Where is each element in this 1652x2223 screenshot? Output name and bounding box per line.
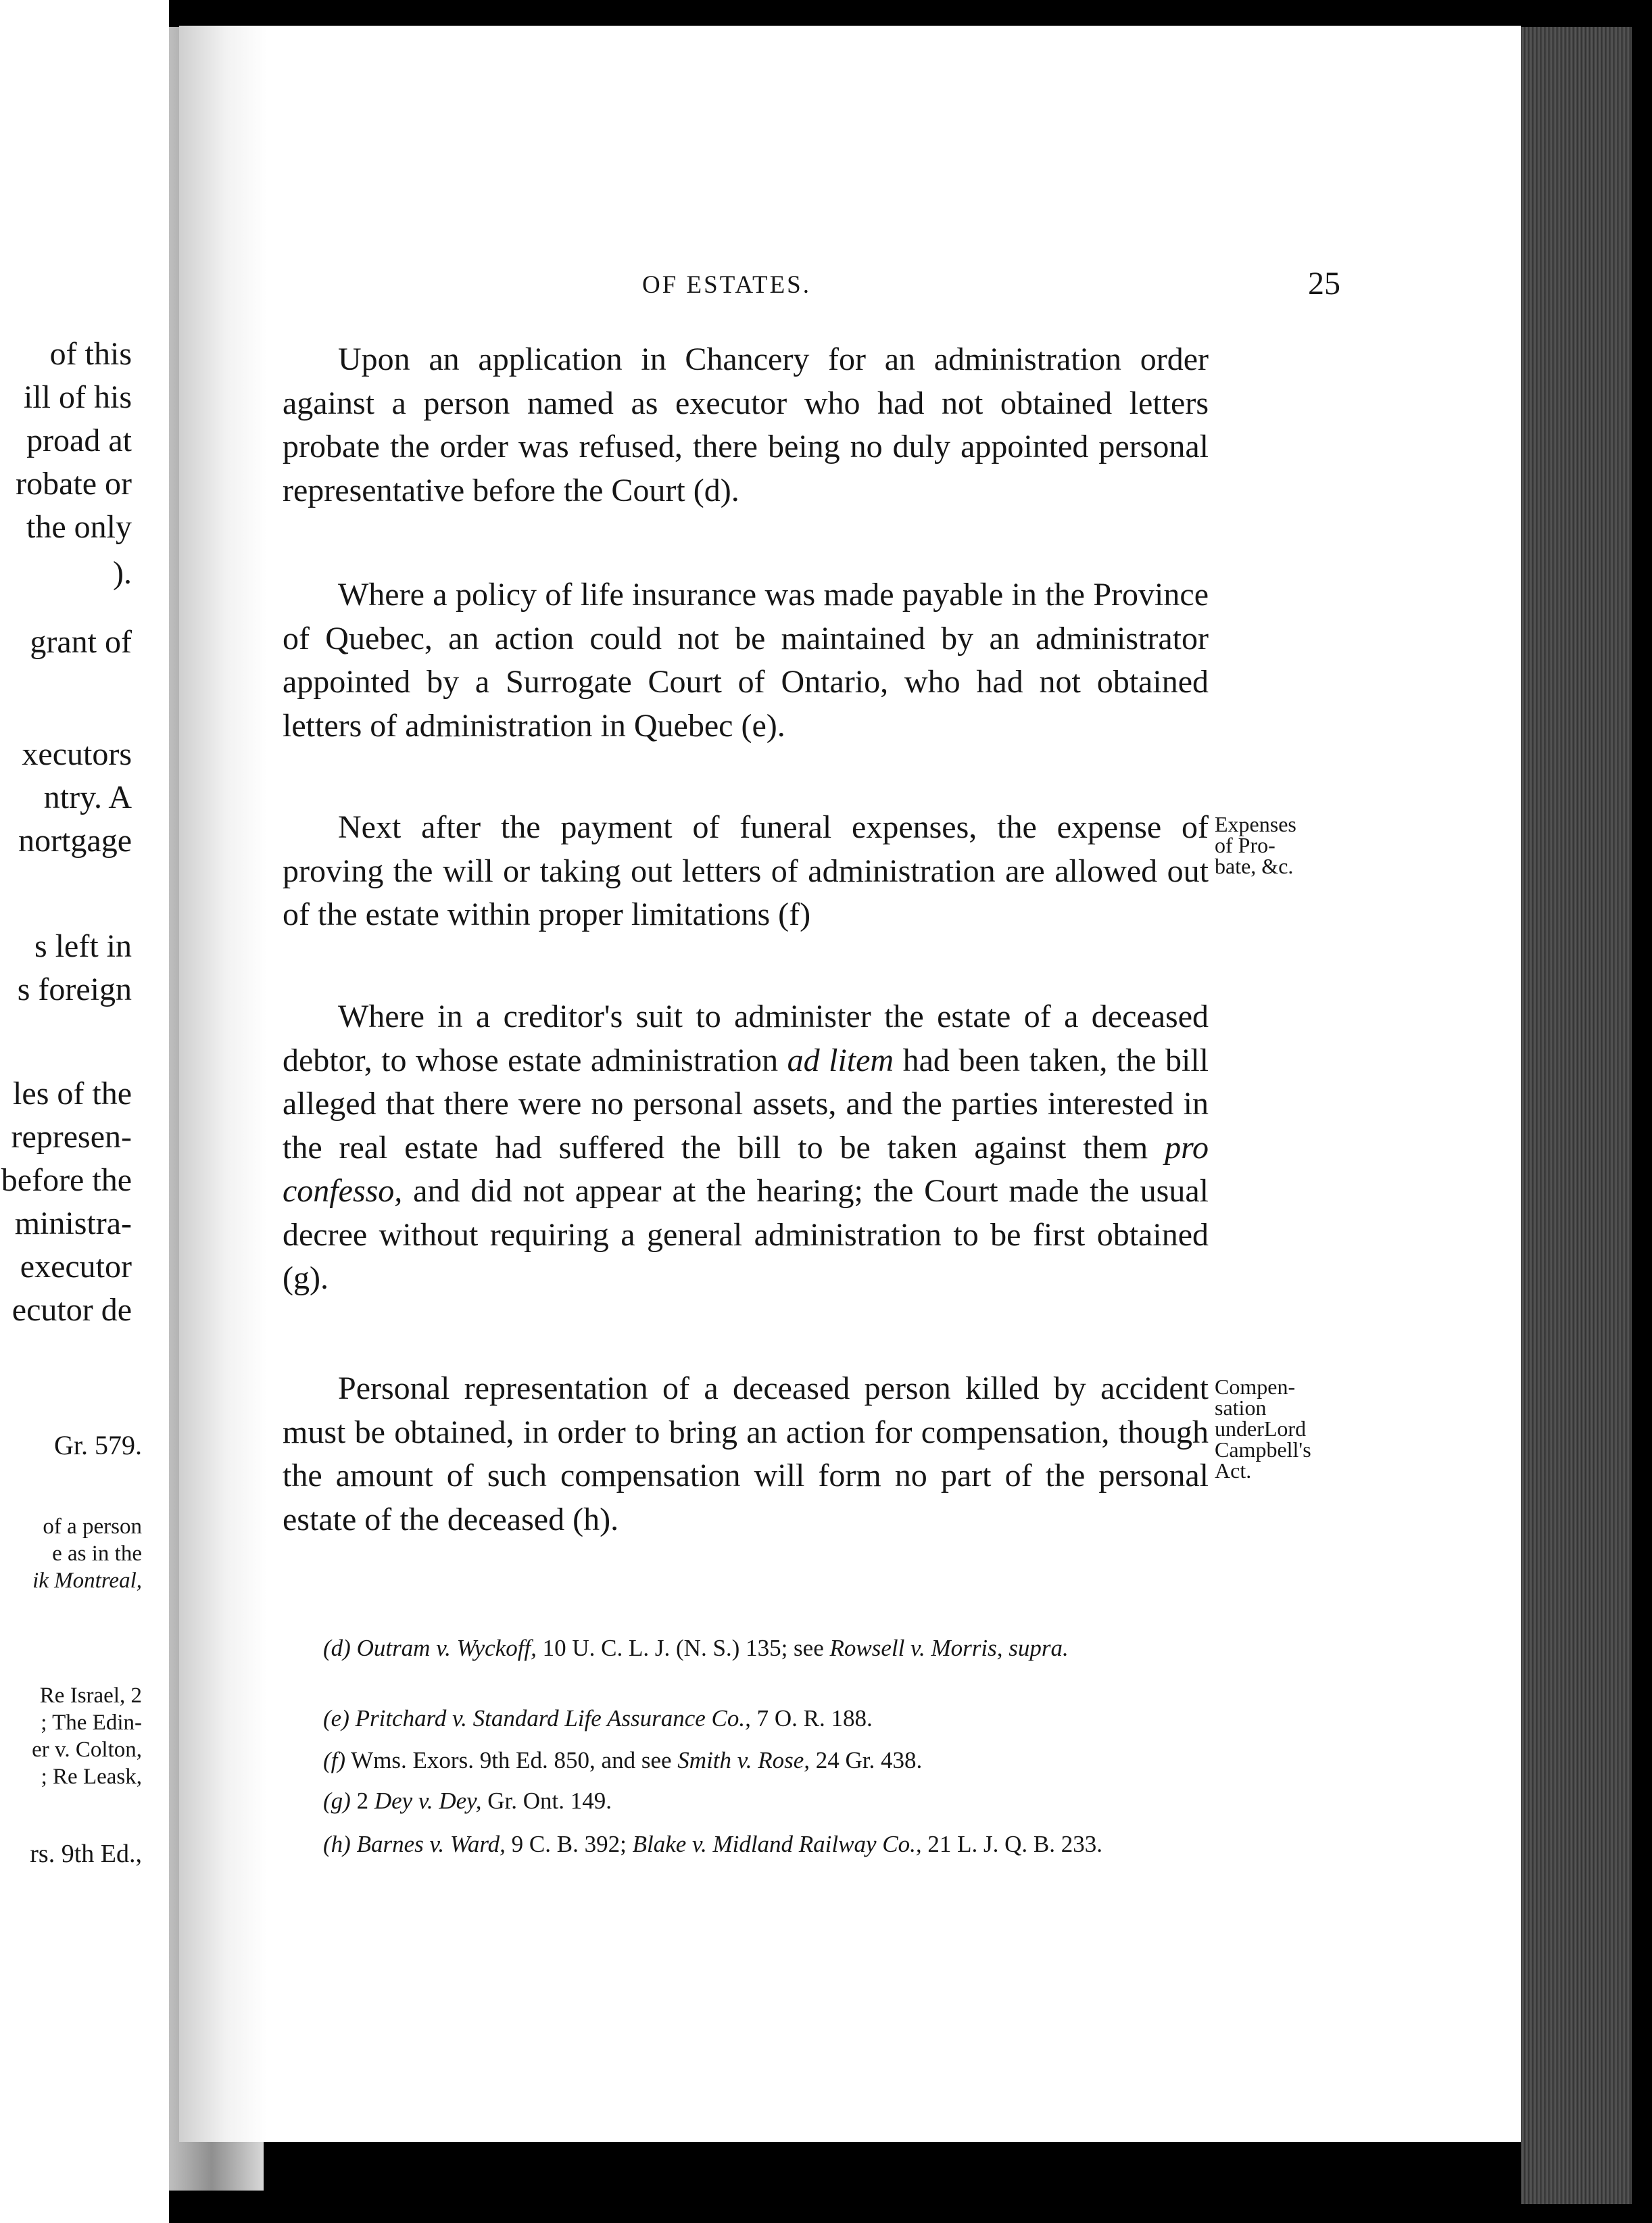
case-citation: Rowsell v. Morris, supra. [829, 1635, 1069, 1661]
margin-note-line: sation [1215, 1395, 1267, 1420]
footnote-text: 7 O. R. 188. [750, 1705, 873, 1731]
margin-note-line: of Pro- [1215, 833, 1276, 857]
footnote-text: 21 L. J. Q. B. 233. [921, 1831, 1102, 1857]
left-page-line: ). [113, 555, 132, 591]
left-page-note: Gr. 579. [54, 1430, 142, 1460]
footnote [283, 1831, 1209, 1858]
footnote-mark: (e) [323, 1705, 349, 1731]
left-page-note: Re Israel, 2 [39, 1683, 142, 1708]
footnote-text: Wms. Exors. 9th Ed. 850, and see [351, 1747, 678, 1773]
left-page-line: ministra- [14, 1205, 132, 1241]
margin-note [1215, 1377, 1350, 1481]
paragraph-text: had been taken, the bill alleged that there were no personal assets, and the parties interested in the real estate had suffered the bill to be taken against them [283, 1042, 1209, 1166]
left-page-note: ik Montreal, [32, 1569, 142, 1593]
margin-note-line: underLord [1215, 1416, 1307, 1441]
margin-note-line: Compen- [1215, 1375, 1296, 1399]
left-page-line: of this [49, 336, 132, 372]
left-page-line: before the [1, 1162, 132, 1198]
page-number: 25 [1308, 266, 1340, 302]
case-citation: Pritchard v. Standard Life Assurance Co., [355, 1705, 751, 1731]
margin-note-line: Act. [1215, 1458, 1252, 1483]
left-page-line: s left in [34, 928, 132, 964]
footnote-mark: (f) [323, 1747, 346, 1773]
footnote-text: 24 Gr. 438. [810, 1747, 923, 1773]
left-page-line: ecutor de [11, 1292, 132, 1328]
page-edges [1521, 27, 1632, 2204]
left-page-line: robate or [16, 466, 132, 502]
paragraph: Personal representation of a deceased person killed by accident must be obtained, in order to bring an action for compensation, though the amount of such compensation will form no part of the personal estate of the deceased (h). [283, 1370, 1209, 1537]
margin-note-line: bate, &c. [1215, 854, 1294, 878]
margin-note-line: Expenses [1215, 812, 1296, 836]
margin-note-line: Campbell's [1215, 1437, 1311, 1462]
left-page-note: ; The Edin- [41, 1711, 142, 1735]
left-page-line: s foreign [17, 972, 132, 1007]
footnote [283, 1635, 1209, 1662]
left-page-line: ntry. A [43, 780, 132, 815]
latin-phrase: pro confesso, [283, 1129, 1209, 1209]
left-page-note: e as in the [52, 1541, 142, 1566]
case-citation: Dey v. Dey, [374, 1788, 482, 1814]
left-page-line: proad at [26, 423, 132, 458]
footnote-mark: (d) [323, 1635, 351, 1661]
left-page-line: nortgage [18, 823, 132, 859]
left-page-line: les of the [13, 1076, 132, 1112]
left-page-line: ill of his [23, 379, 132, 415]
footnote-text: 2 [356, 1788, 374, 1814]
left-facing-page [0, 0, 169, 2223]
paragraph: Upon an application in Chancery for an administration order against a person named as executor who had not obtained letters probate the order was refused, there being no duly appointed personal representative before the Court (d). [283, 341, 1209, 508]
left-page-line: represen- [11, 1119, 132, 1155]
left-page-note: of a person [43, 1514, 142, 1539]
left-page-note: ; Re Leask, [41, 1765, 142, 1789]
left-page-line: the only [26, 509, 132, 545]
paragraph-text: and did not appear at the hearing; the Court made the usual decree without requiring a general administration to be first obtained (g). [283, 1173, 1209, 1296]
latin-phrase: ad litem [787, 1042, 894, 1078]
case-citation: Blake v. Midland Railway Co., [632, 1831, 922, 1857]
footnote-text: 10 U. C. L. J. (N. S.) 135; see [536, 1635, 830, 1661]
footnote [283, 1747, 1209, 1774]
case-citation: Barnes v. Ward, [356, 1831, 506, 1857]
left-page-line: xecutors [22, 736, 132, 772]
running-title: OF ESTATES. [642, 271, 812, 299]
left-page-note: rs. 9th Ed., [30, 1840, 142, 1868]
paragraph [283, 995, 1209, 1301]
left-page-line: grant of [30, 624, 132, 660]
case-citation: Outram v. Wyckoff, [356, 1635, 537, 1661]
paragraph: Next after the payment of funeral expenses, the expense of proving the will or taking out letters of administration are allowed out of the estate within proper limitations (f) [283, 809, 1209, 932]
left-page-note: er v. Colton, [32, 1738, 142, 1762]
left-page-line: executor [20, 1249, 132, 1285]
margin-note [1215, 814, 1350, 877]
paragraph-text: Where in a creditor's suit to administer the estate of a deceased debtor, to whose estate administration [283, 999, 1209, 1078]
footnote [283, 1788, 1209, 1815]
footnote-mark: (h) [323, 1831, 351, 1857]
footnote-text: 9 C. B. 392; [505, 1831, 633, 1857]
case-citation: Smith v. Rose, [677, 1747, 810, 1773]
footnote-text: Gr. Ont. 149. [481, 1788, 612, 1814]
paragraph: Where a policy of life insurance was made payable in the Province of Quebec, an action could not be maintained by an administrator appointed by a Surrogate Court of Ontario, who had not obtained letters of administration in Quebec (e). [283, 577, 1209, 744]
footnote-mark: (g) [323, 1788, 351, 1814]
footnote [283, 1705, 1209, 1732]
